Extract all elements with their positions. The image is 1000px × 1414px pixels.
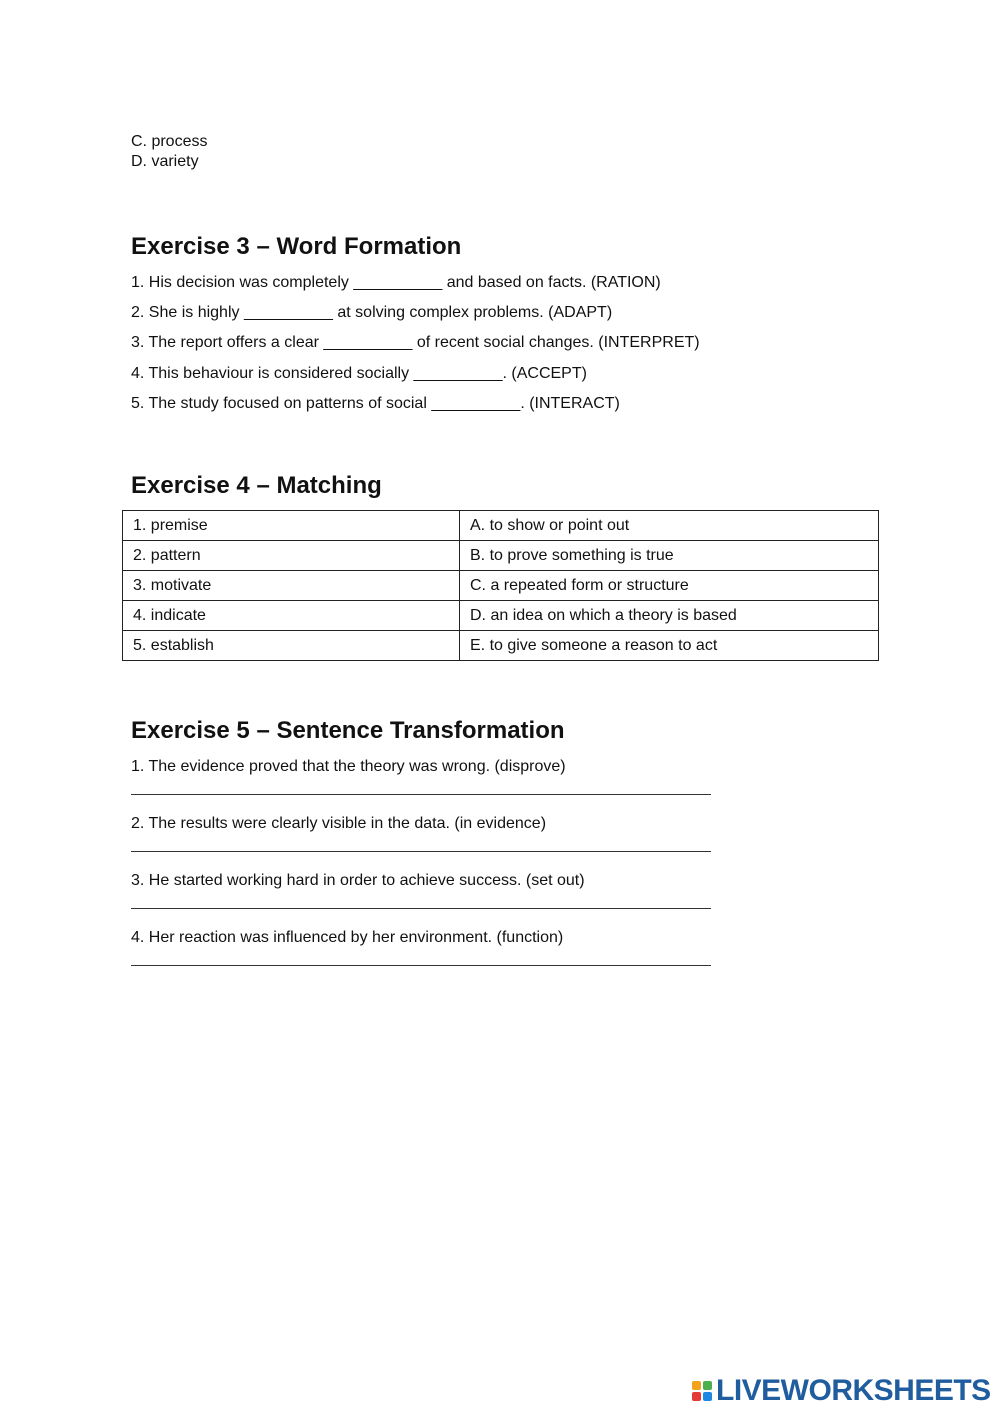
logo-tile [692, 1381, 701, 1390]
definition-cell: B. to prove something is true [460, 541, 879, 571]
exercise5-item-2: 2. The results were clearly visible in the data. (in evidence) [131, 815, 547, 832]
definition-cell: A. to show or point out [460, 511, 879, 541]
exercise3-item-5: 5. The study focused on patterns of social __________. (INTERACT) [131, 395, 620, 412]
exercise3-item-1: 1. His decision was completely __________ and based on facts. (RATION) [131, 274, 661, 291]
answer-line-3[interactable] [131, 908, 711, 909]
exercise3-item-3: 3. The report offers a clear __________ of recent social changes. (INTERPRET) [131, 334, 700, 351]
logo-tiles-icon [692, 1381, 712, 1401]
table-row [123, 541, 879, 571]
exercise3-item-2: 2. She is highly __________ at solving complex problems. (ADAPT) [131, 304, 613, 321]
exercise5-item-1: 1. The evidence proved that the theory was wrong. (disprove) [131, 758, 566, 775]
table-row [123, 571, 879, 601]
definition-cell: C. a repeated form or structure [460, 571, 879, 601]
term-cell: 5. establish [123, 631, 460, 661]
exercise5-title: Exercise 5 – Sentence Transformation [131, 717, 565, 744]
exercise5-item-3: 3. He started working hard in order to achieve success. (set out) [131, 872, 585, 889]
table-row [123, 631, 879, 661]
logo-tile [703, 1392, 712, 1401]
term-cell: 1. premise [123, 511, 460, 541]
logo-tile [692, 1392, 701, 1401]
term-cell: 4. indicate [123, 601, 460, 631]
exercise5-item-4: 4. Her reaction was influenced by her environment. (function) [131, 929, 564, 946]
table-row [123, 601, 879, 631]
option-c: C. process [131, 133, 208, 150]
liveworksheets-logo [692, 1374, 991, 1408]
logo-tile [703, 1381, 712, 1390]
definition-cell: E. to give someone a reason to act [460, 631, 879, 661]
exercise3-title: Exercise 3 – Word Formation [131, 233, 462, 260]
term-cell: 2. pattern [123, 541, 460, 571]
answer-line-2[interactable] [131, 851, 711, 852]
definition-cell: D. an idea on which a theory is based [460, 601, 879, 631]
table-row [123, 511, 879, 541]
answer-line-1[interactable] [131, 794, 711, 795]
term-cell: 3. motivate [123, 571, 460, 601]
answer-line-4[interactable] [131, 965, 711, 966]
option-d: D. variety [131, 153, 199, 170]
exercise4-title: Exercise 4 – Matching [131, 472, 382, 499]
exercise3-item-4: 4. This behaviour is considered socially __________. (ACCEPT) [131, 365, 587, 382]
logo-text: LIVEWORKSHEETS [716, 1374, 991, 1407]
matching-table [122, 510, 879, 661]
